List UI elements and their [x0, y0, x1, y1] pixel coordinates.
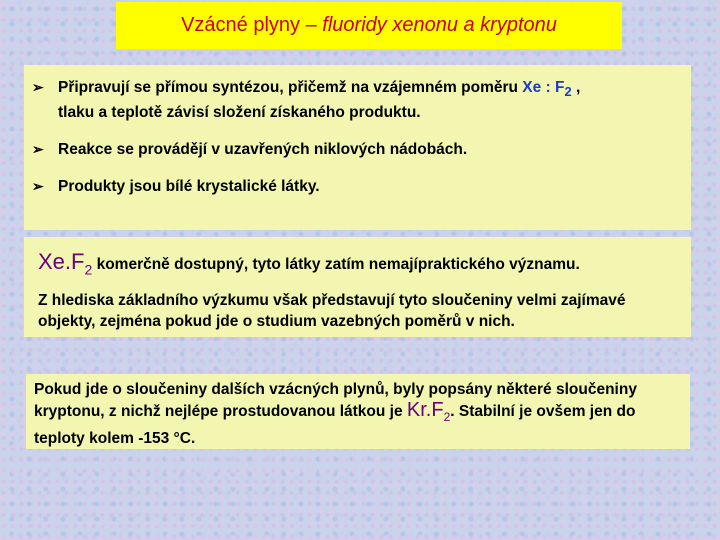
bullet-text: Reakce se provádějí v uzavřených niklových nádobách. — [58, 141, 468, 159]
title-plain: Vzácné plyny – — [181, 14, 323, 36]
krf2-formula — [406, 399, 451, 424]
xef2-formula-main: Xe.F — [38, 249, 85, 274]
bullet-text-end: , — [571, 79, 581, 96]
research-paragraph: Z hlediska základního výzkumu však představují tyto sloučeniny velmi zajímavé objekty, zejména pokud jde o studium vazebných poměrů v nich. — [38, 292, 626, 331]
ratio-xe: Xe : F — [522, 79, 565, 96]
krypton-text-before: Pokud jde o sloučeniny dalších vzácných plynů, byly popsány některé sloučeniny kryptonu, z nichž nejlépe prostudovanou látkou je — [34, 381, 637, 420]
krypton-panel — [26, 374, 690, 449]
bullet-panel — [24, 65, 691, 230]
arrow-bullet-icon: ➢ — [32, 141, 44, 158]
bullet-item-products — [24, 176, 691, 197]
bullet-item-synthesis — [24, 77, 691, 123]
ratio-text — [522, 79, 572, 100]
ratio-subscript: 2 — [564, 84, 572, 100]
title-italic: fluoridy xenonu a kryptonu — [322, 14, 557, 36]
xef2-formula — [38, 249, 93, 278]
arrow-bullet-icon: ➢ — [32, 79, 44, 95]
xef2-line — [38, 247, 677, 284]
bullet-item-nickel — [24, 139, 691, 160]
krf2-formula-sub: 2 — [443, 410, 451, 424]
bullet-text-line2: tlaku a teplotě závisí složení získaného produktu. — [58, 104, 421, 122]
arrow-bullet-icon: ➢ — [32, 178, 44, 195]
xef2-panel — [24, 237, 691, 337]
bullet-text: Připravují se přímou syntézou, přičemž na vzájemném poměru — [58, 79, 523, 96]
krypton-text-after: . Stabilní je ovšem jen do teploty kolem -153 °C. — [34, 403, 636, 447]
xef2-sentence: komerčně dostupný, tyto látky zatím nemajípraktického významu. — [92, 256, 580, 273]
xef2-formula-sub: 2 — [84, 261, 93, 278]
krf2-formula-main: Kr.F — [406, 399, 444, 421]
slide-title — [116, 2, 622, 49]
bullet-text: Produkty jsou bílé krystalické látky. — [58, 178, 320, 196]
